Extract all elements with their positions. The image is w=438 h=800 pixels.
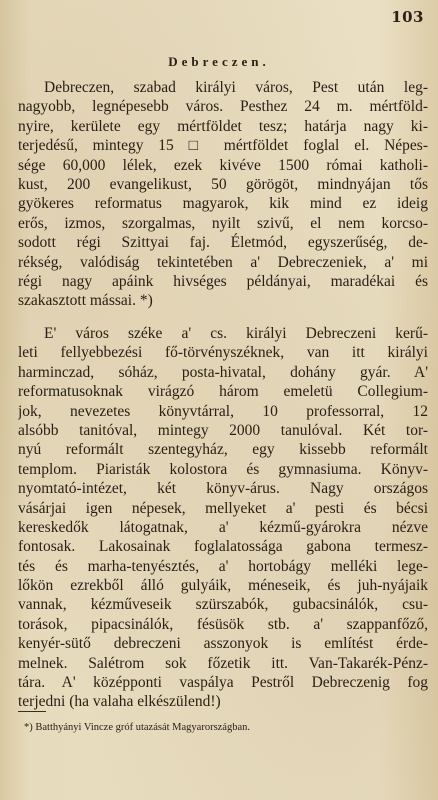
text-line: Debreczen, szabad királyi város, Pest után leg- [44, 79, 428, 96]
text-line: nyire, kerülete egy mértföldet tesz; határja nagy ki- [18, 117, 428, 135]
text-line: E' város széke a' cs. királyi Debreczeni kerű- [44, 325, 428, 342]
text-line: sodott régi Szittyai faj. Életmód, egyszerűség, de- [18, 234, 428, 252]
text-line: nagyobb, legnépesebb város. Pesthez 24 m. mértföld- [18, 98, 428, 116]
text-line: gyökeres reformatus magyarok, kik mind ez ideig [18, 195, 428, 213]
text-line: nyú reformált szentegyház, egy kissebb reformált [18, 441, 428, 459]
text-line: tés és marha-tenyésztés, a' hortobágy melléki lege- [18, 557, 428, 575]
text-line: régi nagy apáink hivséges példányai, maradékai és [18, 272, 428, 290]
text-line: tára. A' középponti vaspálya Pestről Debreczenig fog [18, 674, 428, 692]
text-line: kenyér-sütő debreczeni asszonyok is említést érde- [18, 635, 428, 653]
text-line: harminczad, sóház, posta-hivatal, dohány gyár. A' [18, 363, 428, 381]
text-line: leti fellyebbezési fő-törvényszéknek, van itt királyi [18, 344, 428, 362]
paragraph-1 [18, 78, 428, 311]
text-line: reformatusoknak virágzó három emeletü Collegium- [18, 383, 428, 401]
footnote: *) Batthyányi Vincze gróf utazását Magyarországban. [24, 722, 251, 733]
text-line: kereskedők látogatnak, a' kézmű-gyárokra nézve [18, 518, 428, 536]
text-line: terjedésű, mintegy 15 □ mértföldet foglal el. Népes- [18, 137, 428, 155]
text-line: kust, 200 evangelikust, 50 görögöt, mindnyájan tős [18, 175, 428, 193]
text-line: sége 60,000 lélek, ezek kivéve 1500 római katholi- [18, 156, 428, 174]
text-line: jok, nevezetes könyvtárral, 10 professorral, 12 [18, 402, 428, 420]
text-line: erős, izmos, szorgalmas, nyilt szivű, el nem korcso- [18, 214, 428, 232]
text-line: fontosak. Lakosainak foglalatossága gabona termesz- [18, 538, 428, 556]
text-line: nyomtató-intézet, két könyv-árus. Nagy országos [18, 480, 428, 498]
text-line: torások, pipacsinálók, fésüsök stb. a' szappanfőző, [18, 615, 428, 633]
page-number: 103 [391, 8, 424, 26]
text-line: melnek. Salétrom sok főzetik itt. Van-Takarék-Pénz- [18, 654, 428, 672]
text-line: rékség, valódiság tekintetében a' Debreczeniek, a' mi [18, 253, 428, 271]
page-heading: Debreczen. [168, 54, 270, 69]
text-line: templom. Piaristák kolostora és gymnasiuma. Könyv- [18, 460, 428, 478]
paragraph-2 [18, 324, 428, 712]
text-line: vannak, kézműveseik szürszabók, gubacsinálók, csu- [18, 596, 428, 614]
text-line: vásárjai igen népesek, mellyeket a' pesti és bécsi [18, 499, 428, 517]
footnote-divider [18, 711, 46, 712]
text-line: lőkön ezrekből álló gulyáik, méneseik, és juh-nyájaik [18, 577, 428, 595]
text-line: alsóbb tanitóval, mintegy 2000 tanulóval. Két tor- [18, 421, 428, 439]
text-line: terjedni (ha valaha elkészülend!) [18, 693, 221, 711]
text-line: szakasztott mássai. *) [18, 292, 153, 310]
